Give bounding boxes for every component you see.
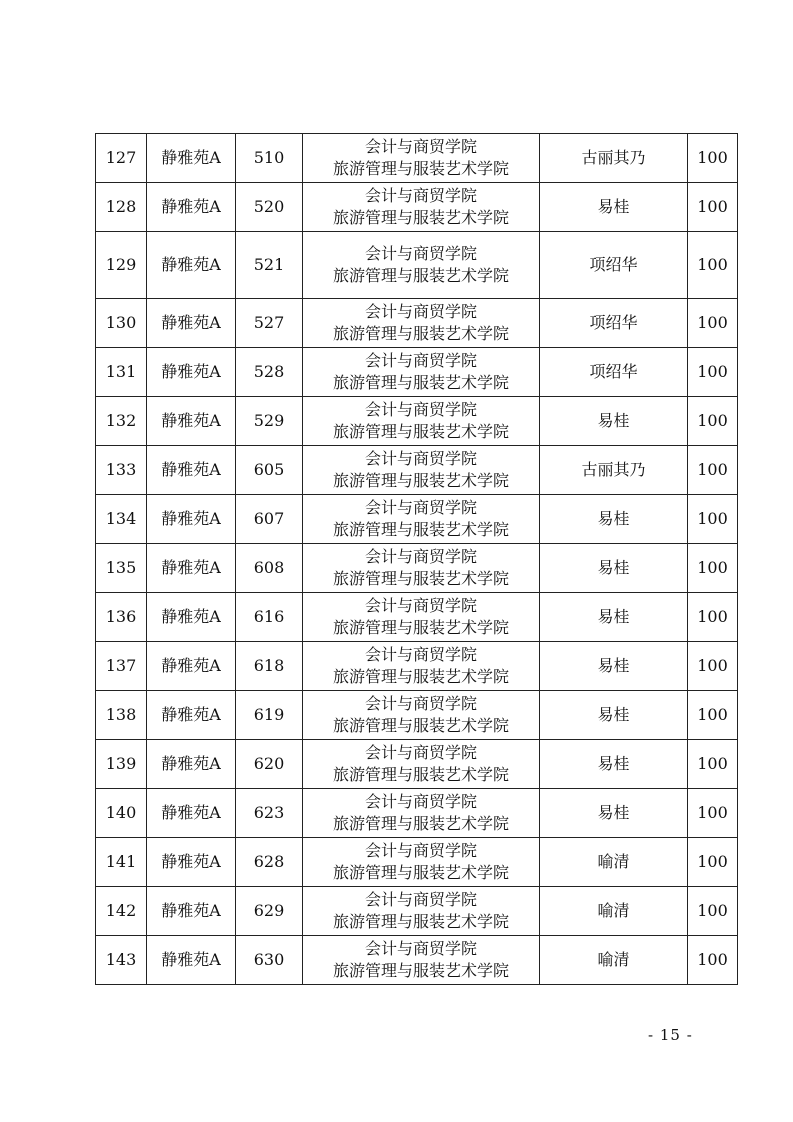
score-cell: 100 (688, 691, 738, 740)
building-cell: 静雅苑A (147, 691, 236, 740)
building-cell: 静雅苑A (147, 936, 236, 985)
room-number-cell: 620 (236, 740, 303, 789)
row-number-cell: 135 (96, 544, 147, 593)
score-cell: 100 (688, 887, 738, 936)
room-number-cell: 510 (236, 134, 303, 183)
row-number-cell: 141 (96, 838, 147, 887)
teacher-cell: 古丽其乃 (540, 134, 688, 183)
teacher-cell: 易桂 (540, 397, 688, 446)
college-cell (303, 348, 540, 397)
college-cell (303, 642, 540, 691)
room-number-cell: 521 (236, 232, 303, 299)
score-cell: 100 (688, 183, 738, 232)
score-cell: 100 (688, 740, 738, 789)
college-line-2: 旅游管理与服装艺术学院 (332, 373, 509, 392)
table-row (96, 740, 738, 789)
college-line-1: 会计与商贸学院 (364, 890, 477, 909)
room-number-cell: 629 (236, 887, 303, 936)
page-number: - 15 - (648, 1026, 693, 1044)
score-cell: 100 (688, 593, 738, 642)
score-cell: 100 (688, 495, 738, 544)
college-line-2: 旅游管理与服装艺术学院 (332, 159, 509, 178)
college-line-1: 会计与商贸学院 (364, 792, 477, 811)
table-row (96, 691, 738, 740)
college-line-2: 旅游管理与服装艺术学院 (332, 667, 509, 686)
row-number-cell: 140 (96, 789, 147, 838)
room-number-cell: 619 (236, 691, 303, 740)
score-cell: 100 (688, 397, 738, 446)
table-row (96, 642, 738, 691)
score-cell: 100 (688, 642, 738, 691)
row-number-cell: 130 (96, 299, 147, 348)
score-cell: 100 (688, 134, 738, 183)
room-number-cell: 605 (236, 446, 303, 495)
college-line-1: 会计与商贸学院 (364, 302, 477, 321)
dormitory-inspection-table (95, 133, 738, 985)
table-row (96, 495, 738, 544)
score-cell: 100 (688, 446, 738, 495)
row-number-cell: 127 (96, 134, 147, 183)
room-number-cell: 607 (236, 495, 303, 544)
college-line-2: 旅游管理与服装艺术学院 (332, 422, 509, 441)
building-cell: 静雅苑A (147, 789, 236, 838)
building-cell: 静雅苑A (147, 183, 236, 232)
score-cell: 100 (688, 544, 738, 593)
college-cell (303, 887, 540, 936)
teacher-cell: 易桂 (540, 789, 688, 838)
college-line-2: 旅游管理与服装艺术学院 (332, 266, 509, 285)
college-line-1: 会计与商贸学院 (364, 939, 477, 958)
teacher-cell: 易桂 (540, 691, 688, 740)
college-line-1: 会计与商贸学院 (364, 694, 477, 713)
row-number-cell: 128 (96, 183, 147, 232)
row-number-cell: 143 (96, 936, 147, 985)
teacher-cell: 项绍华 (540, 348, 688, 397)
row-number-cell: 134 (96, 495, 147, 544)
college-line-1: 会计与商贸学院 (364, 498, 477, 517)
college-line-1: 会计与商贸学院 (364, 351, 477, 370)
table-row (96, 232, 738, 299)
college-cell (303, 397, 540, 446)
table-body (96, 134, 738, 985)
college-line-1: 会计与商贸学院 (364, 547, 477, 566)
table-row (96, 593, 738, 642)
building-cell: 静雅苑A (147, 397, 236, 446)
room-number-cell: 608 (236, 544, 303, 593)
teacher-cell: 项绍华 (540, 299, 688, 348)
teacher-cell: 易桂 (540, 593, 688, 642)
building-cell: 静雅苑A (147, 446, 236, 495)
college-line-1: 会计与商贸学院 (364, 596, 477, 615)
score-cell: 100 (688, 299, 738, 348)
table-row (96, 299, 738, 348)
college-line-2: 旅游管理与服装艺术学院 (332, 716, 509, 735)
college-line-1: 会计与商贸学院 (364, 186, 477, 205)
college-cell (303, 299, 540, 348)
teacher-cell: 项绍华 (540, 232, 688, 299)
table-row (96, 544, 738, 593)
college-line-1: 会计与商贸学院 (364, 400, 477, 419)
building-cell: 静雅苑A (147, 887, 236, 936)
row-number-cell: 132 (96, 397, 147, 446)
teacher-cell: 易桂 (540, 183, 688, 232)
college-line-2: 旅游管理与服装艺术学院 (332, 520, 509, 539)
table-row (96, 446, 738, 495)
room-number-cell: 616 (236, 593, 303, 642)
teacher-cell: 易桂 (540, 495, 688, 544)
college-cell (303, 232, 540, 299)
score-cell: 100 (688, 232, 738, 299)
building-cell: 静雅苑A (147, 495, 236, 544)
row-number-cell: 129 (96, 232, 147, 299)
room-number-cell: 528 (236, 348, 303, 397)
table-row (96, 397, 738, 446)
college-line-2: 旅游管理与服装艺术学院 (332, 208, 509, 227)
college-line-1: 会计与商贸学院 (364, 137, 477, 156)
row-number-cell: 133 (96, 446, 147, 495)
college-line-2: 旅游管理与服装艺术学院 (332, 863, 509, 882)
college-cell (303, 446, 540, 495)
score-cell: 100 (688, 348, 738, 397)
college-cell (303, 593, 540, 642)
room-number-cell: 520 (236, 183, 303, 232)
room-number-cell: 630 (236, 936, 303, 985)
row-number-cell: 136 (96, 593, 147, 642)
table-row (96, 936, 738, 985)
building-cell: 静雅苑A (147, 134, 236, 183)
building-cell: 静雅苑A (147, 838, 236, 887)
college-line-2: 旅游管理与服装艺术学院 (332, 471, 509, 490)
teacher-cell: 易桂 (540, 740, 688, 789)
table-row (96, 183, 738, 232)
college-line-2: 旅游管理与服装艺术学院 (332, 765, 509, 784)
table-row (96, 789, 738, 838)
college-line-1: 会计与商贸学院 (364, 244, 477, 263)
room-number-cell: 623 (236, 789, 303, 838)
college-line-2: 旅游管理与服装艺术学院 (332, 912, 509, 931)
college-line-2: 旅游管理与服装艺术学院 (332, 618, 509, 637)
college-cell (303, 183, 540, 232)
teacher-cell: 易桂 (540, 642, 688, 691)
college-line-1: 会计与商贸学院 (364, 841, 477, 860)
building-cell: 静雅苑A (147, 348, 236, 397)
college-cell (303, 838, 540, 887)
college-line-1: 会计与商贸学院 (364, 645, 477, 664)
college-cell (303, 691, 540, 740)
building-cell: 静雅苑A (147, 232, 236, 299)
college-cell (303, 544, 540, 593)
row-number-cell: 138 (96, 691, 147, 740)
table-row (96, 134, 738, 183)
college-cell (303, 936, 540, 985)
college-line-2: 旅游管理与服装艺术学院 (332, 569, 509, 588)
teacher-cell: 喻清 (540, 838, 688, 887)
college-line-2: 旅游管理与服装艺术学院 (332, 324, 509, 343)
building-cell: 静雅苑A (147, 544, 236, 593)
college-line-2: 旅游管理与服装艺术学院 (332, 814, 509, 833)
room-number-cell: 529 (236, 397, 303, 446)
score-cell: 100 (688, 789, 738, 838)
row-number-cell: 142 (96, 887, 147, 936)
room-number-cell: 618 (236, 642, 303, 691)
table-row (96, 838, 738, 887)
teacher-cell: 古丽其乃 (540, 446, 688, 495)
college-cell (303, 134, 540, 183)
college-line-2: 旅游管理与服装艺术学院 (332, 961, 509, 980)
teacher-cell: 易桂 (540, 544, 688, 593)
score-cell: 100 (688, 838, 738, 887)
college-line-1: 会计与商贸学院 (364, 449, 477, 468)
room-number-cell: 628 (236, 838, 303, 887)
teacher-cell: 喻清 (540, 936, 688, 985)
building-cell: 静雅苑A (147, 593, 236, 642)
college-cell (303, 740, 540, 789)
building-cell: 静雅苑A (147, 299, 236, 348)
college-cell (303, 495, 540, 544)
score-cell: 100 (688, 936, 738, 985)
table-row (96, 887, 738, 936)
building-cell: 静雅苑A (147, 642, 236, 691)
teacher-cell: 喻清 (540, 887, 688, 936)
row-number-cell: 131 (96, 348, 147, 397)
building-cell: 静雅苑A (147, 740, 236, 789)
college-cell (303, 789, 540, 838)
row-number-cell: 139 (96, 740, 147, 789)
college-line-1: 会计与商贸学院 (364, 743, 477, 762)
room-number-cell: 527 (236, 299, 303, 348)
row-number-cell: 137 (96, 642, 147, 691)
table-row (96, 348, 738, 397)
